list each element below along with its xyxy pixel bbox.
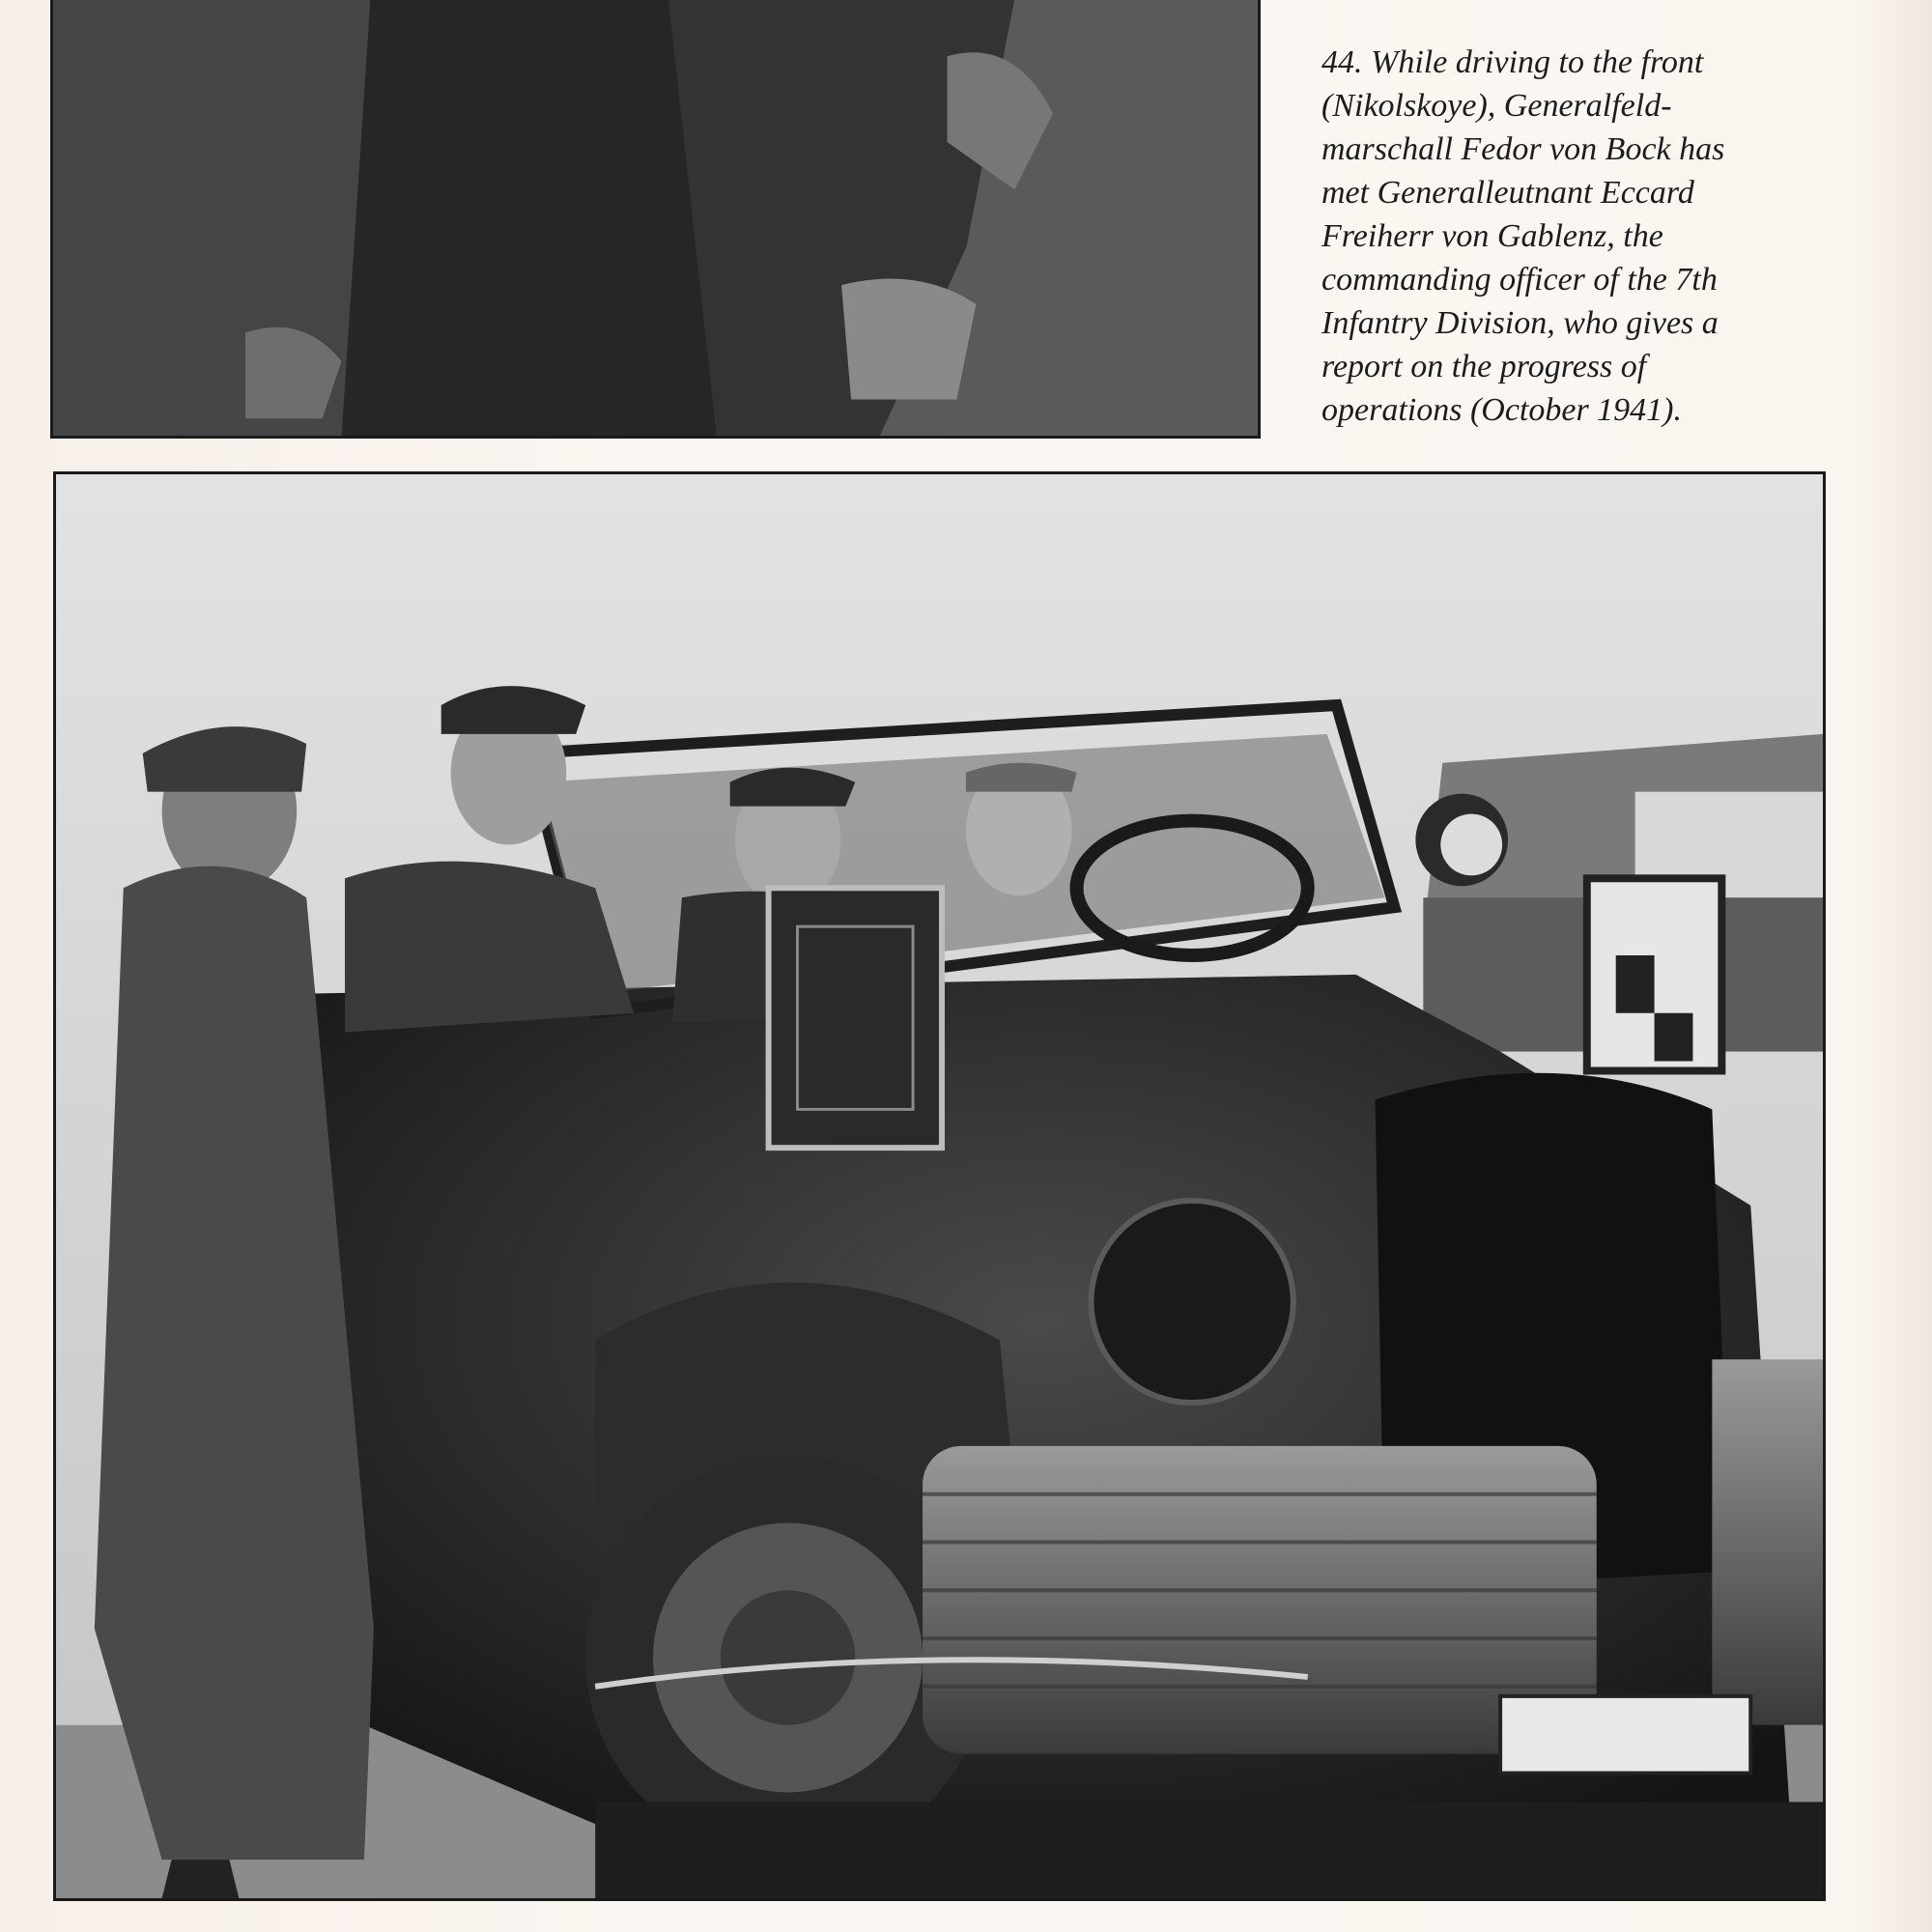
main-photograph <box>53 471 1826 1901</box>
photo-caption <box>1321 41 1776 432</box>
caption-text: While driving to the front (Nikolskoye), Generalfeld-marschall Fedor von Bock has met Generalleutnant Eccard Freiherr von Gablenz, the commanding officer of the 7th Infantry Division, who gives a report on the progress of operations (October 1941). <box>1321 44 1725 428</box>
top-photo-image <box>53 0 1258 436</box>
staff-car-photo-image <box>56 474 1823 1898</box>
top-photograph <box>50 0 1261 439</box>
caption-number: 44. <box>1321 44 1363 80</box>
